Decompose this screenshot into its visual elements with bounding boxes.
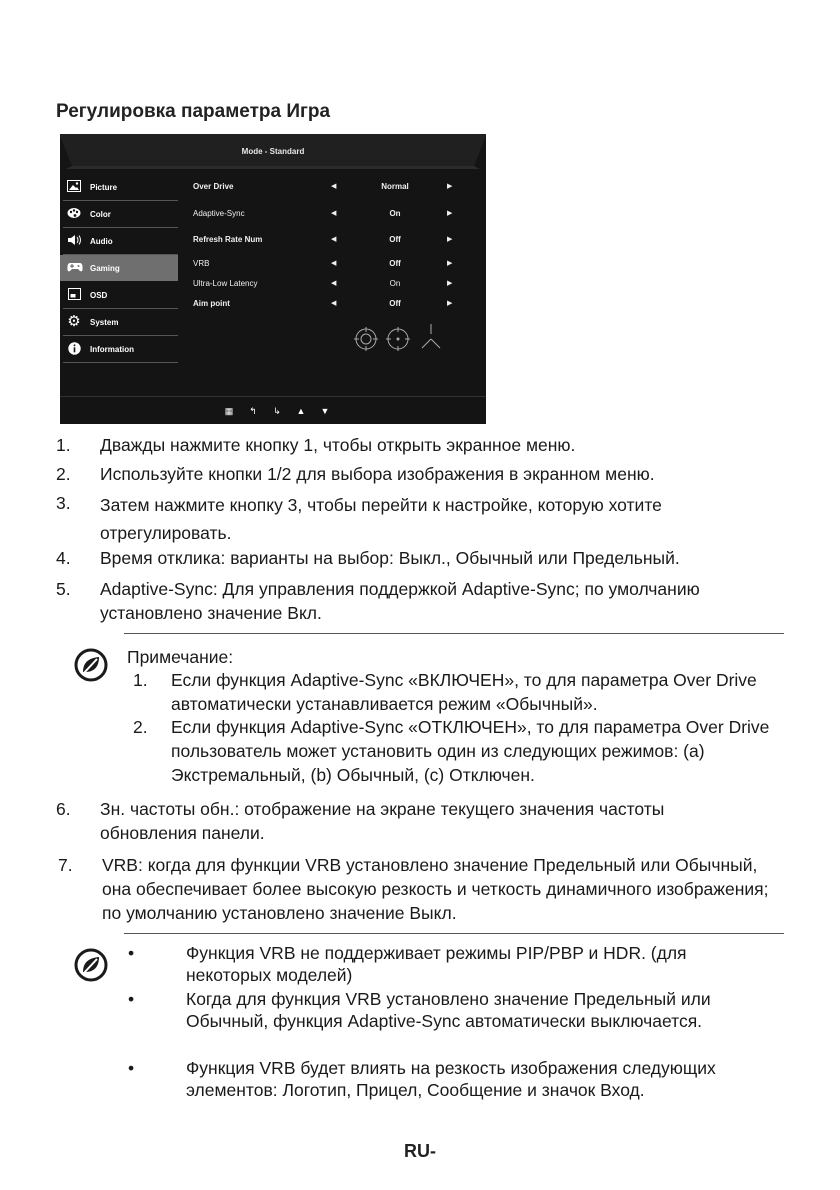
down-arrow-icon[interactable]: ▼ (320, 406, 330, 416)
osd-mode-label: Mode - Standard (241, 147, 305, 156)
left-arrow-icon[interactable]: ◀ (331, 300, 337, 307)
osd-option-adaptive-sync[interactable] (193, 209, 453, 223)
enter-icon[interactable]: ↳ (273, 406, 281, 416)
note-item-number: 2. (133, 717, 148, 737)
step-text: Затем нажмите кнопку 3, чтобы перейти к настройке, которую хотите отрегулировать. (100, 495, 662, 543)
note-bullet-text: Когда для функция VRB установлено значение Предельный или Обычный, функция Adaptive-Sync автоматически выключается. (186, 989, 711, 1031)
osd-menu-label: System (90, 318, 119, 327)
bullet-mark: • (128, 989, 135, 1009)
up-arrow-icon[interactable]: ▲ (296, 406, 306, 416)
page-footer: RU- (404, 1141, 436, 1161)
osd-option-value: On (389, 279, 401, 288)
step-text: VRB: когда для функции VRB установлено значение Предельный или Обычный, она обеспечивает более высокую резкость и четкость динамичного изображения; по умолчанию установлено значение Выкл. (102, 855, 769, 923)
note-icon (74, 948, 108, 982)
osd-menu-label: Color (90, 210, 111, 219)
note-icon (74, 648, 108, 682)
osd-footer (60, 396, 486, 424)
osd-menu-audio[interactable] (60, 228, 178, 254)
right-arrow-icon[interactable]: ▶ (447, 183, 453, 190)
aim-point-2-icon (386, 327, 410, 351)
bullet-mark: • (128, 943, 135, 963)
osd-option-name: Adaptive-Sync (193, 209, 245, 218)
osd-menu-label: Picture (90, 183, 118, 192)
osd-icon (67, 288, 81, 302)
note-heading: Примечание: (127, 647, 234, 667)
bullet-mark: • (128, 1058, 135, 1078)
osd-menu-system[interactable] (60, 309, 178, 335)
left-arrow-icon[interactable]: ◀ (331, 260, 337, 267)
menu-grid-icon[interactable]: ▦ (224, 406, 234, 416)
osd-option-value: Off (389, 299, 401, 308)
osd-option-value: Off (389, 259, 401, 268)
right-arrow-icon[interactable]: ▶ (447, 300, 453, 307)
osd-option-name: Refresh Rate Num (193, 235, 263, 244)
right-arrow-icon[interactable]: ▶ (447, 260, 453, 267)
step-number: 5. (56, 579, 71, 599)
picture-icon (67, 180, 81, 194)
step-text: Зн. частоты обн.: отображение на экране текущего значения частоты обновления панели. (100, 799, 665, 843)
step-number: 1. (56, 435, 71, 455)
note-bullet-text: Функция VRB будет влиять на резкость изображения следующих элементов: Логотип, Прицел, Сообщение и значок Вход. (186, 1058, 716, 1100)
right-arrow-icon[interactable]: ▶ (447, 236, 453, 243)
osd-option-name: Aim point (193, 299, 230, 308)
step-text: Время отклика: варианты на выбор: Выкл., Обычный или Предельный. (100, 548, 680, 568)
speaker-icon (67, 234, 81, 248)
osd-menu-label: OSD (90, 291, 108, 300)
osd-screenshot (60, 134, 486, 424)
osd-option-value: On (389, 209, 401, 218)
right-arrow-icon[interactable]: ▶ (447, 280, 453, 287)
osd-option-name: Ultra-Low Latency (193, 279, 258, 288)
step-text: Adaptive-Sync: Для управления поддержкой Adaptive-Sync; по умолчанию установлено значение Вкл. (100, 579, 700, 623)
osd-option-name: VRB (193, 259, 210, 268)
gear-icon: ⚙ (67, 313, 81, 330)
osd-menu-color[interactable] (60, 201, 178, 227)
back-icon[interactable]: ↰ (249, 406, 257, 416)
info-icon (67, 342, 81, 356)
osd-option-value: Off (389, 235, 401, 244)
left-arrow-icon[interactable]: ◀ (331, 183, 337, 190)
note-item-text: Если функция Adaptive-Sync «ОТКЛЮЧЕН», то для параметра Over Drive пользователь может установить один из следующих режимов: (a) Экстремальный, (b) Обычный, (c) Отключен. (171, 717, 770, 785)
color-palette-icon (67, 207, 81, 221)
note-item-text: Если функция Adaptive-Sync «ВКЛЮЧЕН», то для параметра Over Drive автоматически устанавливается режим «Обычный». (171, 670, 757, 714)
step-number: 2. (56, 464, 71, 484)
note-bullet-text: Функция VRB не поддерживает режимы PIP/PBP и HDR. (для некоторых моделей) (186, 943, 687, 985)
left-arrow-icon[interactable]: ◀ (331, 210, 337, 217)
step-text: Используйте кнопки 1/2 для выбора изображения в экранном меню. (100, 464, 655, 484)
step-number: 3. (56, 493, 71, 513)
osd-menu-picture[interactable] (60, 174, 178, 200)
osd-menu-label: Gaming (90, 264, 120, 273)
osd-option-aim-point[interactable] (193, 299, 453, 313)
osd-option-ultra-low-latency[interactable] (193, 279, 453, 293)
osd-menu-information[interactable] (60, 336, 178, 362)
osd-option-name: Over Drive (193, 182, 234, 191)
step-number: 6. (56, 799, 71, 819)
page-title: Регулировка параметра Игра (56, 101, 331, 122)
step-number: 4. (56, 548, 71, 568)
right-arrow-icon[interactable]: ▶ (447, 210, 453, 217)
osd-option-over-drive[interactable] (193, 182, 453, 196)
left-arrow-icon[interactable]: ◀ (331, 280, 337, 287)
note-divider (124, 633, 784, 634)
left-arrow-icon[interactable]: ◀ (331, 236, 337, 243)
note-item-number: 1. (133, 670, 148, 690)
osd-menu-label: Audio (90, 237, 113, 246)
osd-menu-gaming[interactable] (60, 255, 178, 281)
aim-point-1-icon (354, 327, 378, 351)
step-number: 7. (58, 855, 73, 875)
gamepad-icon (67, 261, 81, 275)
osd-menu-label: Information (90, 345, 134, 354)
osd-option-vrb[interactable] (193, 259, 453, 273)
step-text: Дважды нажмите кнопку 1, чтобы открыть экранное меню. (100, 435, 576, 455)
osd-menu-osd[interactable] (60, 282, 178, 308)
note-divider (124, 933, 784, 934)
aim-point-options (352, 324, 442, 356)
aim-point-3-icon (422, 324, 440, 348)
osd-option-refresh-rate-num[interactable] (193, 235, 453, 249)
osd-option-value: Normal (381, 182, 409, 191)
